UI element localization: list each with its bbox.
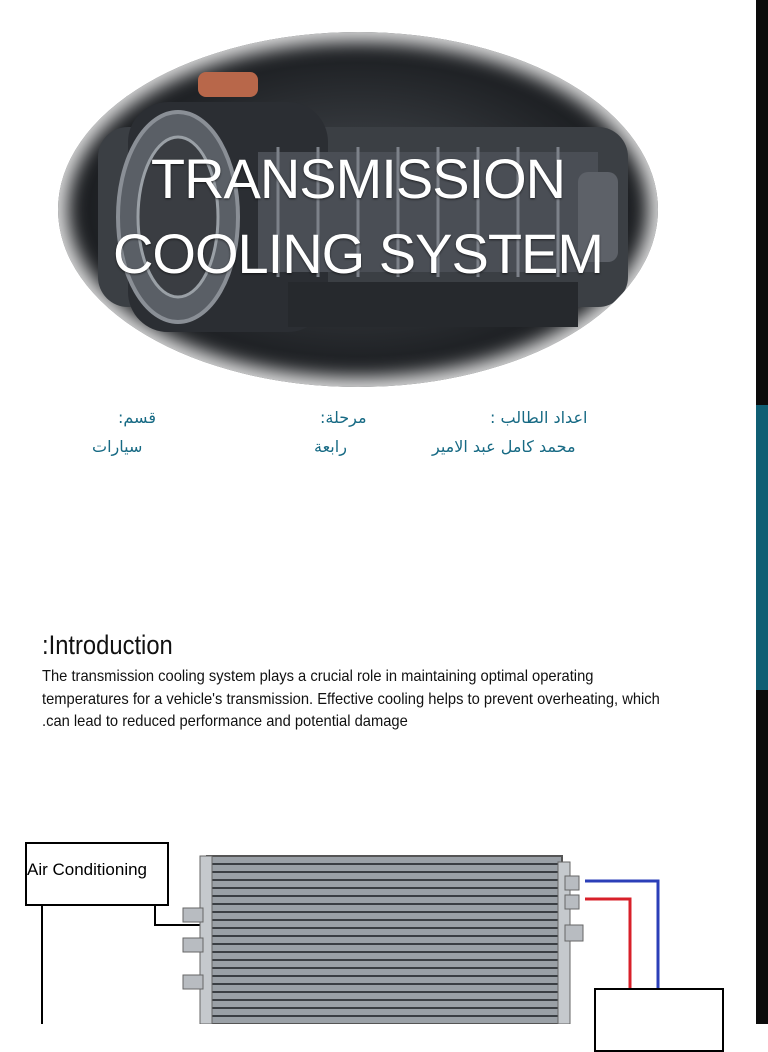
title-line-1: TRANSMISSION: [150, 147, 566, 210]
introduction-line: .can lead to reduced performance and potential damage: [42, 713, 408, 730]
introduction-heading: :Introduction: [42, 630, 173, 660]
stage-label: مرحلة:: [320, 408, 367, 427]
stage-value: رابعة: [314, 437, 347, 456]
department-label: قسم:: [118, 408, 156, 427]
right-edge-accent: [756, 405, 768, 690]
blue-line: [585, 881, 658, 988]
diagram-box-right: [594, 988, 724, 1052]
air-conditioning-label: Air Conditioning: [27, 860, 148, 879]
introduction-line: temperatures for a vehicle's transmission. Effective cooling helps to prevent overheating, which: [42, 690, 660, 708]
department-value: سيارات: [92, 437, 143, 456]
title-line-2: COOLING SYSTEM: [112, 222, 604, 285]
introduction-paragraph: [42, 666, 722, 734]
student-name: محمد كامل عبد الامير: [432, 437, 576, 456]
introduction-line: The transmission cooling system plays a crucial role in maintaining optimal operating: [42, 668, 594, 685]
student-label: اعداد الطالب :: [490, 408, 588, 427]
red-line: [585, 899, 630, 988]
title-hero-image: [58, 32, 658, 387]
radiator-core: [207, 856, 562, 1024]
